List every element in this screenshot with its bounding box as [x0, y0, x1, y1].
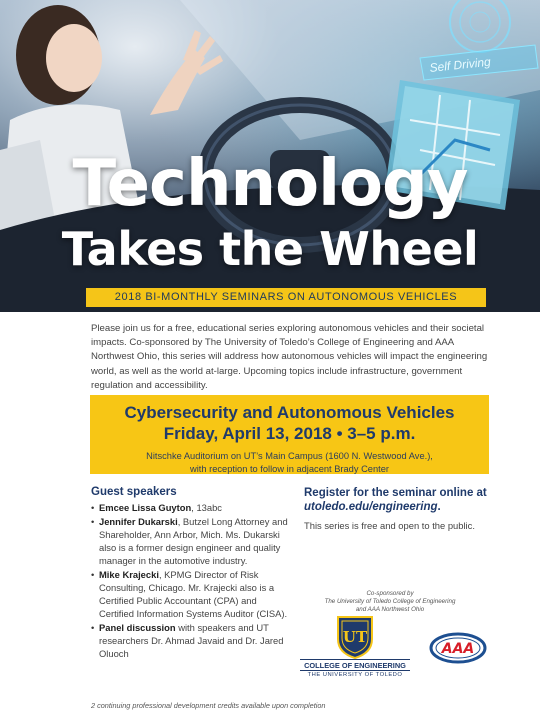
speaker-name: Mike Krajecki [99, 569, 159, 580]
event-date: Friday, April 13, 2018 • 3–5 p.m. [163, 424, 416, 443]
speaker-name: Panel discussion [99, 622, 176, 633]
event-title: Cybersecurity and Autonomous Vehicles [124, 403, 455, 422]
speaker-item [91, 501, 291, 514]
register-note: This series is free and open to the public. [304, 520, 475, 531]
cosponsor-line-2: The University of Toledo College of Engineering [324, 598, 456, 605]
title-line-2: Takes the Wheel [61, 222, 479, 276]
speaker-name: Emcee Lissa Guyton [99, 502, 192, 513]
event-box [90, 395, 489, 474]
intro-paragraph: Please join us for a free, educational series exploring autonomous vehicles and their societal impacts. Co-sponsored by The University of Toledo’s College of Engineering and AAA Northwest Ohio, this series will address how autonomous vehicles will impact the engineering world, as well as the world at-large. Upcoming topics include infrastructure, government regulation and accessibility. [91, 323, 488, 391]
speaker-detail: , 13abc [191, 502, 222, 513]
speaker-item [91, 621, 291, 660]
aaa-text: AAA [441, 641, 475, 657]
title-line-1: Technology [72, 147, 468, 221]
speaker-item [91, 568, 291, 620]
speaker-name: Jennifer Dukarski [99, 516, 178, 527]
register-text: Register for the seminar online at [304, 487, 487, 499]
college-of-engineering-label: COLLEGE OF ENGINEERING [300, 659, 410, 670]
register-heading [304, 486, 504, 514]
speaker-detail: , Butzel Long Attorney and Shareholder, Ann Arbor, Mich. Ms. Dukarski also is a former design engineer and quality manager in the automotive industry. [99, 516, 288, 566]
speaker-list [91, 501, 291, 661]
register-link[interactable]: utoledo.edu/engineering [304, 501, 438, 513]
university-label: THE UNIVERSITY OF TOLEDO [300, 670, 410, 678]
self-driving-badge: Self Driving [428, 54, 492, 75]
cosponsor-text [310, 590, 470, 614]
speaker-detail: with speakers and UT researchers Dr. Ahmad Javaid and Dr. Jared Oluoch [99, 622, 284, 659]
event-venue-line-2: with reception to follow in adjacent Brady Center [190, 463, 389, 474]
footer-note: 2 continuing professional development credits available upon completion [91, 701, 326, 710]
cosponsor-line-3: and AAA Northwest Ohio [355, 606, 425, 613]
cosponsor-line-1: Co-sponsored by [366, 590, 414, 597]
event-venue [90, 450, 489, 475]
register-url-suffix: . [437, 501, 441, 513]
speaker-item [91, 515, 291, 567]
speaker-detail: , KPMG Director of Risk Consulting, Chicago. Mr. Krajecki also is a Certified Public Accountant (CPA) and Certified Information Systems Auditor (CISA). [99, 569, 288, 619]
ut-shield-text: UT [342, 628, 368, 646]
hero-banner [0, 0, 540, 312]
ut-shield-logo [336, 615, 374, 659]
aaa-logo [428, 630, 488, 666]
guest-speakers-heading: Guest speakers [91, 486, 177, 498]
subtitle-bar: 2018 BI-MONTHLY SEMINARS ON AUTONOMOUS VEHICLES [86, 288, 486, 307]
event-venue-line-1: Nitschke Auditorium on UT’s Main Campus (1600 N. Westwood Ave.), [146, 451, 433, 461]
